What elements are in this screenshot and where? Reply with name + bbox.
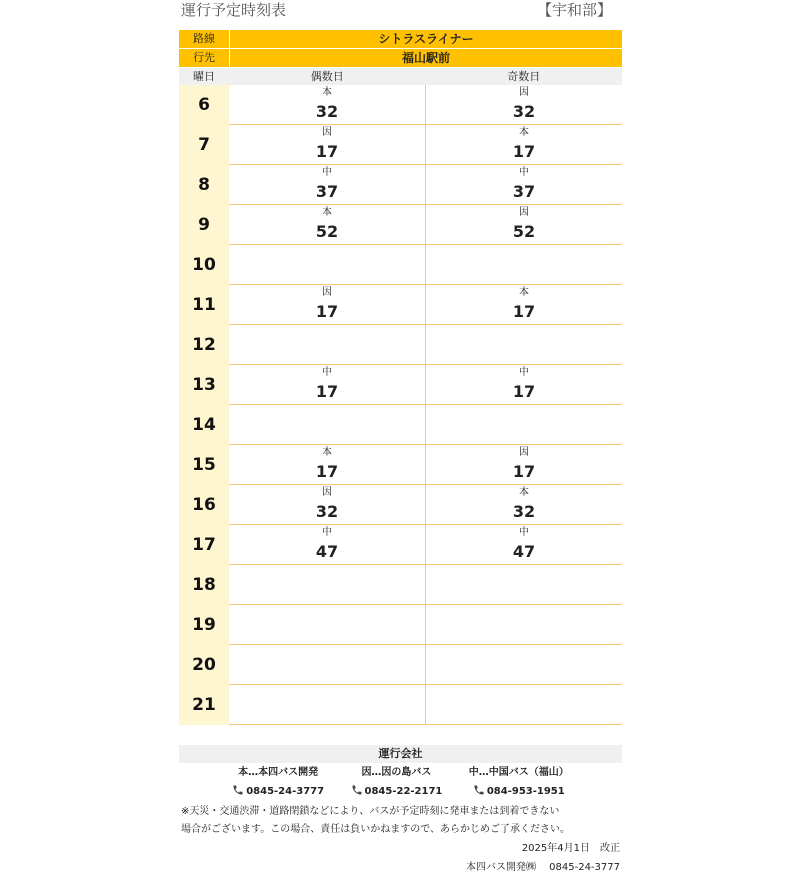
departure (426, 126, 622, 162)
table-row (179, 525, 622, 565)
departure-minute: 37 (512, 182, 536, 201)
operator-code: 因 (519, 87, 529, 98)
operator-innoshima (351, 763, 443, 803)
hour-label: 16 (179, 485, 229, 525)
departure-minute: 17 (512, 462, 536, 481)
operator-code: 中 (519, 167, 529, 178)
departure-minute: 17 (315, 302, 339, 321)
hour-label: 10 (179, 245, 229, 285)
timetable-title: 運行予定時刻表 (181, 1, 287, 19)
departure (229, 526, 425, 562)
table-row (179, 245, 622, 285)
operator-code: 因 (322, 487, 332, 498)
departure-minute: 17 (512, 382, 536, 401)
departure-minute: 17 (512, 302, 536, 321)
departure (229, 486, 425, 522)
timetable-body (179, 85, 622, 725)
hour-label: 9 (179, 205, 229, 245)
even-day-cell (229, 525, 426, 565)
revision-date: 2025年4月1日 改正 (521, 843, 620, 854)
operator-name: 本…本四バス開発 (238, 767, 319, 778)
departure-minute: 37 (315, 182, 339, 201)
table-row (179, 565, 622, 605)
destination-row (179, 49, 622, 68)
even-day-cell (229, 325, 426, 365)
odd-day-cell (426, 365, 622, 405)
even-day-cell (229, 365, 426, 405)
departure (229, 166, 425, 202)
hour-label: 13 (179, 365, 229, 405)
table-row (179, 645, 622, 685)
odd-day-cell (426, 205, 622, 245)
timetable (179, 0, 622, 725)
destination-label: 行先 (179, 49, 229, 67)
departure (229, 286, 425, 322)
even-day-cell (229, 125, 426, 165)
operator-code: 本 (519, 127, 529, 138)
odd-day-cell (426, 565, 622, 605)
route-name: シトラスライナー (229, 30, 622, 48)
stop-name: 【宇和部】 (536, 1, 612, 19)
departure-minute: 17 (315, 142, 339, 161)
even-day-cell (229, 685, 426, 725)
odd-day-cell (426, 405, 622, 445)
phone-icon (232, 784, 244, 796)
departure-minute: 17 (315, 462, 339, 481)
departure (229, 366, 425, 402)
departure (426, 286, 622, 322)
odd-day-cell (426, 85, 622, 125)
operator-code: 中 (519, 527, 529, 538)
departure-minute: 47 (512, 542, 536, 561)
even-day-cell (229, 85, 426, 125)
operator-code: 因 (519, 207, 529, 218)
table-row (179, 85, 622, 125)
departure (426, 366, 622, 402)
departure (426, 486, 622, 522)
title-row (179, 0, 622, 30)
table-row (179, 365, 622, 405)
operators-title: 運行会社 (179, 745, 622, 763)
operator-code: 中 (322, 527, 332, 538)
departure-minute: 32 (512, 102, 536, 121)
route-label: 路線 (179, 30, 229, 48)
publisher: 本四バス開発㈱ 0845-24-3777 (465, 862, 620, 873)
even-day-cell (229, 245, 426, 285)
even-day-cell (229, 405, 426, 445)
even-day-cell (229, 645, 426, 685)
operator-code: 本 (322, 207, 332, 218)
hour-label: 14 (179, 405, 229, 445)
operator-name: 中…中国バス（福山） (468, 767, 569, 778)
odd-day-cell (426, 285, 622, 325)
operator-chugoku (469, 763, 569, 803)
table-row (179, 165, 622, 205)
table-row (179, 685, 622, 725)
even-day-cell (229, 285, 426, 325)
operator-phone[interactable]: 084-953-1951 (486, 786, 565, 797)
odd-day-cell (426, 445, 622, 485)
departure (426, 166, 622, 202)
footer (179, 745, 622, 877)
even-day-cell (229, 205, 426, 245)
hour-label: 8 (179, 165, 229, 205)
departure (426, 86, 622, 122)
even-day-cell (229, 565, 426, 605)
even-day-header: 偶数日 (310, 70, 344, 83)
table-row (179, 205, 622, 245)
odd-day-cell (426, 325, 622, 365)
departure-minute: 17 (512, 142, 536, 161)
destination-name: 福山駅前 (229, 49, 622, 67)
departure (426, 206, 622, 242)
operator-code: 中 (322, 367, 332, 378)
operator-code: 中 (322, 167, 332, 178)
disclaimer-line-1: ※天災・交通渋滞・道路閉鎖などにより、バスが予定時刻に発車または到着できない (181, 806, 560, 817)
operator-code: 中 (519, 367, 529, 378)
even-day-cell (229, 165, 426, 205)
route-row (179, 30, 622, 49)
departure-minute: 52 (512, 222, 536, 241)
departure-minute: 52 (315, 222, 339, 241)
departure-minute: 32 (315, 102, 339, 121)
departure-minute: 17 (315, 382, 339, 401)
even-day-cell (229, 485, 426, 525)
hour-label: 11 (179, 285, 229, 325)
departure (229, 206, 425, 242)
departure (426, 446, 622, 482)
operator-honshi (232, 763, 324, 803)
hour-label: 20 (179, 645, 229, 685)
odd-day-cell (426, 645, 622, 685)
odd-day-cell (426, 525, 622, 565)
operator-code: 本 (519, 487, 529, 498)
departure-minute: 32 (512, 502, 536, 521)
odd-day-cell (426, 485, 622, 525)
odd-day-cell (426, 125, 622, 165)
operator-code: 因 (519, 447, 529, 458)
odd-day-cell (426, 605, 622, 645)
odd-day-cell (426, 685, 622, 725)
odd-day-cell (426, 245, 622, 285)
day-header-row (179, 68, 622, 85)
phone-icon (351, 784, 363, 796)
operator-code: 本 (519, 287, 529, 298)
hour-label: 15 (179, 445, 229, 485)
departure (229, 446, 425, 482)
departure (229, 126, 425, 162)
hour-label: 17 (179, 525, 229, 565)
table-row (179, 445, 622, 485)
departure-minute: 47 (315, 542, 339, 561)
hour-label: 18 (179, 565, 229, 605)
odd-day-header: 奇数日 (507, 70, 541, 83)
phone-icon (473, 784, 485, 796)
table-row (179, 485, 622, 525)
table-row (179, 605, 622, 645)
operator-code: 本 (322, 87, 332, 98)
operator-code: 本 (322, 447, 332, 458)
disclaimer-line-2: 場合がございます。この場合、責任は負いかねますので、あらかじめご了承ください。 (181, 824, 570, 835)
operator-phone[interactable]: 0845-22-2171 (364, 786, 443, 797)
departure (229, 86, 425, 122)
hour-label: 7 (179, 125, 229, 165)
day-label: 曜日 (193, 70, 215, 83)
hour-label: 12 (179, 325, 229, 365)
hour-label: 21 (179, 685, 229, 725)
table-row (179, 285, 622, 325)
operator-phone[interactable]: 0845-24-3777 (246, 786, 325, 797)
operator-code: 因 (322, 287, 332, 298)
operator-name: 因…因の島バス (361, 767, 432, 778)
operators-list (179, 763, 622, 803)
table-row (179, 325, 622, 365)
operator-code: 因 (322, 127, 332, 138)
table-row (179, 125, 622, 165)
odd-day-cell (426, 165, 622, 205)
table-row (179, 405, 622, 445)
departure-minute: 32 (315, 502, 339, 521)
departure (426, 526, 622, 562)
even-day-cell (229, 445, 426, 485)
even-day-cell (229, 605, 426, 645)
hour-label: 19 (179, 605, 229, 645)
hour-label: 6 (179, 85, 229, 125)
